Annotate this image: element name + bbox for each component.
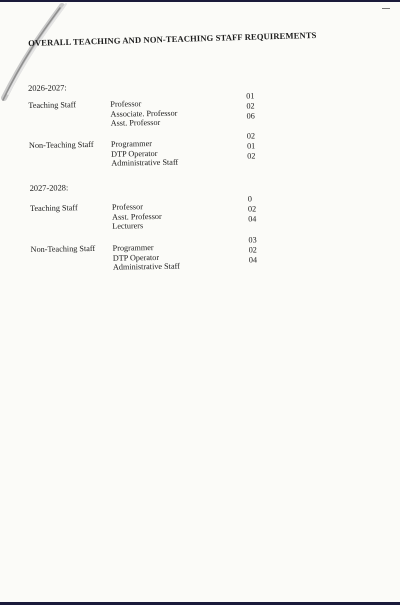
group-label: Teaching Staff: [28, 100, 77, 110]
count-list: [248, 194, 257, 225]
staff-count: 03: [248, 235, 257, 245]
staff-count: 06: [246, 111, 255, 121]
staff-count: 01: [246, 91, 255, 101]
role-name: Administrative Staff: [112, 261, 180, 272]
role-name: Programmer: [110, 139, 152, 149]
group-label: Non-Teaching Staff: [28, 139, 94, 150]
staff-count: 02: [247, 151, 256, 161]
role-name: Professor: [111, 202, 143, 212]
group-label: Teaching Staff: [29, 203, 78, 213]
role-name: Associate. Professor: [110, 108, 178, 119]
staff-count: 02: [248, 245, 257, 255]
staff-count: 01: [246, 141, 256, 151]
role-list: [111, 139, 178, 169]
role-list: [112, 202, 162, 232]
year-heading: 2027-2028:: [29, 183, 69, 193]
staff-group-teaching: [28, 91, 268, 128]
staff-count: 04: [248, 255, 258, 265]
staff-count: 02: [247, 204, 257, 214]
document-title: OVERALL TEACHING AND NON-TEACHING STAFF REQUIREMENTS: [28, 29, 317, 48]
staff-count: 04: [248, 214, 257, 224]
staff-count: 0: [247, 194, 253, 204]
staff-group-teaching: [29, 194, 270, 231]
role-name: Lecturers: [112, 221, 144, 231]
role-name: Asst. Professor: [110, 118, 161, 128]
staff-count: 02: [246, 131, 256, 141]
role-name: Administrative Staff: [111, 157, 179, 168]
year-heading: 2026-2027:: [28, 83, 67, 93]
role-name: Professor: [110, 99, 142, 109]
role-name: Asst. Professor: [112, 211, 162, 222]
count-list: [246, 91, 255, 122]
count-list: [248, 235, 257, 266]
count-list: [247, 131, 256, 162]
role-name: Programmer: [112, 243, 154, 253]
role-list: [110, 99, 177, 129]
staff-group-non-teaching: [30, 235, 271, 272]
staff-group-non-teaching: [28, 131, 269, 168]
role-list: [113, 243, 180, 273]
group-label: Non-Teaching Staff: [30, 243, 96, 254]
staff-count: 02: [246, 101, 255, 111]
role-name: DTP Operator: [112, 252, 160, 263]
role-name: DTP Operator: [111, 148, 158, 159]
